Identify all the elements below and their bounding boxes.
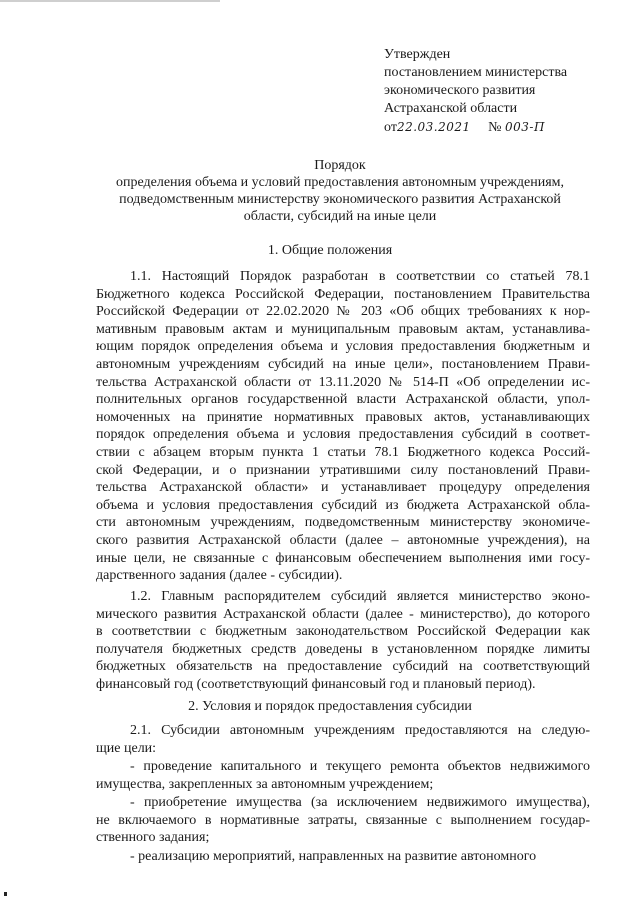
approval-number-prefix: № (488, 120, 502, 135)
approval-line-2: постановлением министерства (384, 65, 568, 80)
paragraph-2-1-item-1 (96, 758, 590, 793)
text-line: 1.2. Главным распорядителем субсидий является министерство эконо- (130, 589, 590, 604)
text-line: имущества, закрепленных за автономным учреждением; (96, 776, 434, 792)
text-line: мического развития Астраханской области (далее - министерство), до которого (96, 606, 590, 622)
text-line: ственного задания; (96, 830, 210, 846)
text-line: - проведение капитального и текущего ремонта объектов недвижимого (130, 759, 590, 774)
paragraph-2-1-item-3 (96, 848, 590, 866)
text-line: - приобретение имущества (за исключением недвижимого имущества), (130, 795, 590, 810)
text-line: тельства Астраханской области» и устанавливает процедуру определения (96, 480, 590, 496)
title-line-1: Порядок (314, 158, 366, 173)
text-line: 2.1. Субсидии автономным учреждениям предоставляются на следую- (130, 723, 590, 738)
text-line: щие цели: (96, 740, 157, 756)
text-line: иные цели, не связанные с финансовым обеспечением выполнения ими госу- (96, 550, 590, 566)
title-line-3: подведомственным министерству экономического развития Астраханской (119, 192, 561, 207)
text-line: порядок определения объема и условия предоставления субсидий в соответ- (96, 427, 590, 443)
scan-artifact-mark (4, 892, 7, 896)
text-line: финансовый год (соответствующий финансовый год и плановый период). (96, 676, 536, 692)
text-line: 1.1. Настоящий Порядок разработан в соответствии со статьей 78.1 (130, 269, 590, 284)
text-line: дарственного задания (далее - субсидии). (96, 568, 343, 584)
text-line: ствии с абзацем вторым пункта 1 статьи 78.1 Бюджетного кодекса Россий- (96, 444, 590, 460)
text-line: объема и условия предоставления субсидий из бюджета Астраханской обла- (96, 497, 590, 513)
text-line: тельства Астраханской области от 13.11.2020 № 514-П «Об определении ис- (96, 374, 590, 390)
text-line: бюджетных обязательств на предоставление субсидий на соответствующий (96, 659, 590, 675)
title-line-2: определения объема и условий предоставления автономным учреждениям, (115, 175, 565, 190)
approval-date-line (384, 118, 614, 137)
text-line: автономным учреждениям субсидий на иные цели», постановлением Прави- (96, 356, 590, 372)
text-line: в соответствии с бюджетным законодательством Российской Федерации как (96, 624, 590, 640)
paragraph-2-1 (96, 722, 590, 757)
paragraph-2-1-item-2 (96, 794, 590, 847)
section-1-heading: 1. Общие положения (267, 243, 393, 258)
paragraph-1-2 (96, 588, 590, 694)
text-line: Российской Федерации от 22.02.2020 № 203 «Об общих требованиях к нор- (96, 304, 590, 320)
approval-line-3: экономического развития (384, 83, 536, 98)
text-line: ской Федерации, и о признании утратившими силу постановлений Прави- (96, 462, 590, 478)
text-line: сти автономным учреждениям, подведомственным министерству экономиче- (96, 515, 590, 531)
text-line: полнительных органов государственной власти Астраханской области, упол- (96, 392, 590, 408)
text-line: - реализацию мероприятий, направленных на развитие автономного (130, 849, 537, 864)
text-line: Бюджетного кодекса Российской Федерации, постановлением Правительства (96, 286, 590, 302)
document-title (100, 157, 580, 225)
text-line: ского развития Астраханской области (далее – автономные учреждения), на (96, 532, 590, 548)
approval-line-1: Утвержден (384, 47, 451, 62)
approval-number: 003-П (505, 120, 545, 134)
text-line: получателя бюджетных средств доведены в установленном порядке лимиты (96, 641, 590, 657)
scan-artifact-top-edge (0, 0, 220, 2)
approval-stamp-block (384, 46, 614, 137)
text-line: мативным правовым актам и муниципальным правовым актам, устанавлива- (96, 321, 590, 337)
title-line-4: области, субсидий на иные цели (243, 209, 437, 224)
approval-line-4: Астраханской области (384, 101, 518, 116)
text-line: ющим порядок определения объема и условия предоставления бюджетным и (96, 339, 590, 355)
text-line: номоченных на принятие нормативных правовых актов, устанавливающих (96, 409, 590, 425)
approval-date: 22.03.2021 (396, 120, 471, 134)
paragraph-1-1 (96, 268, 590, 585)
text-line: не включаемого в нормативные затраты, связанные с выполнением государ- (96, 812, 590, 828)
approval-date-prefix: от (384, 120, 397, 135)
section-2-heading: 2. Условия и порядок предоставления субсидии (188, 699, 472, 714)
